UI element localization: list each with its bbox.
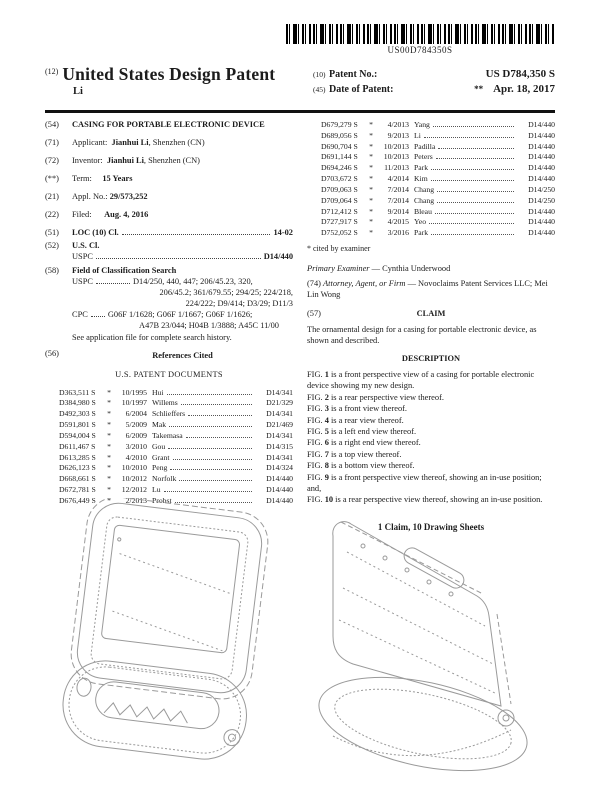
application-number: 29/573,252 [109,191,148,201]
field-term: (**) Term: 15 Years [45,173,133,183]
ref-table-row: D690,704 S * 10/2013 Padilla D14/440 [321,141,555,151]
references-table-right [307,120,555,238]
term-value: 15 Years [102,173,133,183]
date-of-patent-row [313,83,555,95]
barcode-block [286,24,554,55]
ref-table-row: D363,511 S * 10/1995 Hui D14/341 [59,387,293,397]
kind-code: (12) [45,67,59,76]
ref-table-row: D594,004 S * 6/2009 Takemasa D14/341 [59,430,293,440]
field-references-56: (56) References Cited [45,349,293,368]
left-column [45,120,293,534]
claim-text: The ornamental design for a casing for portable electronic device, as shown and described. [307,324,537,345]
filing-date: Aug. 4, 2016 [104,209,149,219]
ref-table-row: D384,980 S * 10/1997 Willems D21/329 [59,398,293,408]
ref-table-row: D492,303 S * 6/2004 Schlieffers D14/341 [59,409,293,419]
ref-table-row: D694,246 S * 11/2013 Park D14/440 [321,163,555,173]
figure-description-line: FIG. 4 is a rear view thereof. [307,415,404,425]
ref-table-row: D679,279 S * 4/2013 Yang D14/440 [321,120,555,129]
ref-table-row: D672,781 S * 12/2012 Lu D14/440 [59,485,293,495]
ref-table-row: D691,144 S * 10/2013 Peters D14/440 [321,152,555,162]
ref-table-row: D689,056 S * 9/2013 Li D14/440 [321,130,555,140]
ref-table-row: D709,063 S * 7/2014 Chang D14/250 [321,184,555,194]
loc-class-value: 14-02 [273,227,293,237]
figure-description-line: FIG. 7 is a top view thereof. [307,449,402,459]
date-code: (45) [313,85,326,94]
figure-description-line: FIG. 9 is a front perspective view thereof, showing an in-use position; and, [307,472,542,493]
description-heading: DESCRIPTION [401,354,461,364]
continuation-stars: ** [474,84,484,94]
primary-examiner-line: Primary Examiner — Cynthia Underwood [307,263,451,273]
ref-table-row: D591,801 S * 5/2009 Mak D21/469 [59,420,293,430]
figure-rear-perspective-drawing [301,498,563,790]
field-search-58: (58) Field of Classification Search USPC D14/250, 440, 447; 206/45.23, 320, 206/45.2; 361/679.55; 294/25; 224/218, 224/222; D9/414; D3/29; D11/3 CPC G06F 1/1628; G06F 1/1667; G06F 1/1626; A47B 23/044; H04B 1/3888; A45C 11/00 See application file for complete search history. [45,266,293,342]
field-appl-no-21: (21) Appl. No.: 29/573,252 [45,191,148,201]
figure-front-perspective-drawing [37,495,299,790]
patent-number-label: Patent No.: [329,69,378,80]
search-history-note: See application file for complete search history. [72,332,232,342]
date-value: Apr. 18, 2017 [493,83,555,95]
figure-description-line: FIG. 6 is a right end view thereof. [307,438,421,448]
ref-table-row: D709,064 S * 7/2014 Chang D14/250 [321,195,555,205]
references-cited-heading: References Cited [152,350,213,360]
date-label: Date of Patent: [329,84,394,95]
ref-table-row: D668,661 S * 10/2012 Norfolk D14/440 [59,474,293,484]
field-title-54: (54) CASING FOR PORTABLE ELECTRONIC DEVICE [45,120,293,131]
ref-table-row: D626,123 S * 10/2010 Peng D14/324 [59,463,293,473]
patent-number-value: US D784,350 S [485,68,555,80]
attorney-line: (74) Attorney, Agent, or Firm — Novoclaims Patent Services LLC; Mei Lin Wong [307,278,548,299]
figure-description-line: FIG. 1 is a front perspective view of a casing for portable electronic device showing my new design. [307,370,535,391]
right-column [307,120,555,534]
drawing-sheet [0,495,600,790]
inventor-name: Jianhui Li [106,155,144,165]
ref-table-row: D727,917 S * 4/2015 Yeo D14/440 [321,217,555,227]
primary-examiner-name: Cynthia Underwood [382,263,451,273]
field-inventor-72: (72) Inventor: Jianhui Li, Shenzhen (CN) [45,155,200,165]
ref-table-row: D752,052 S * 3/2016 Park D14/440 [321,228,555,238]
invention-title: CASING FOR PORTABLE ELECTRONIC DEVICE [72,120,265,129]
ref-table-row: D676,449 S * 2/2013 Probst D14/440 [59,495,293,505]
attorney-firm-name: Novoclaims Patent Services LLC; Mei Lin Wong [307,278,548,299]
figure-description-line: FIG. 3 is a front view thereof. [307,404,408,414]
document-header [45,64,555,98]
us-patent-documents-heading: U.S. PATENT DOCUMENTS [115,369,223,379]
field-filed-22: (22) Filed: Aug. 4, 2016 [45,209,149,219]
figure-description-line: FIG. 10 is a rear perspective view thereof, showing an in-use position. [307,495,543,504]
uspc-class-value: D14/440 [263,252,293,262]
description-figure-list [307,370,555,506]
field-applicant-71: (71) Applicant: Jianhui Li, Shenzhen (CN) [45,137,205,147]
patent-number-row [313,68,555,80]
patent-number-code: (10) [313,70,326,79]
field-us-cl-52: (52) U.S. Cl. USPC D14/440 [45,241,293,262]
ref-table-row: D712,412 S * 9/2014 Bleau D14/440 [321,206,555,216]
ref-table-row: D613,285 S * 4/2010 Grant D14/341 [59,452,293,462]
barcode-number: US00D784350S [387,45,453,55]
cited-by-examiner-note: * cited by examiner [307,243,371,253]
claims-sheets-footer: 1 Claim, 10 Drawing Sheets [377,521,485,532]
inventor-surname: Li [73,86,83,97]
field-loc-51: (51) LOC (10) Cl. 14-02 [45,227,293,237]
barcode [286,24,554,44]
ref-table-row: D611,467 S * 3/2010 Gou D14/315 [59,441,293,451]
references-table-left [45,388,293,506]
header-rule [45,110,555,113]
ref-table-row: D703,672 S * 4/2014 Kim D14/440 [321,174,555,184]
applicant-name: Jianhui Li [111,137,149,147]
figure-description-line: FIG. 8 is a bottom view thereof. [307,461,415,471]
document-type-title: United States Design Patent [62,64,276,84]
figure-description-line: FIG. 5 is a left end view thereof. [307,426,417,436]
figure-description-line: FIG. 2 is a rear perspective view thereof. [307,392,444,402]
claim-heading: (57) CLAIM [307,308,446,318]
